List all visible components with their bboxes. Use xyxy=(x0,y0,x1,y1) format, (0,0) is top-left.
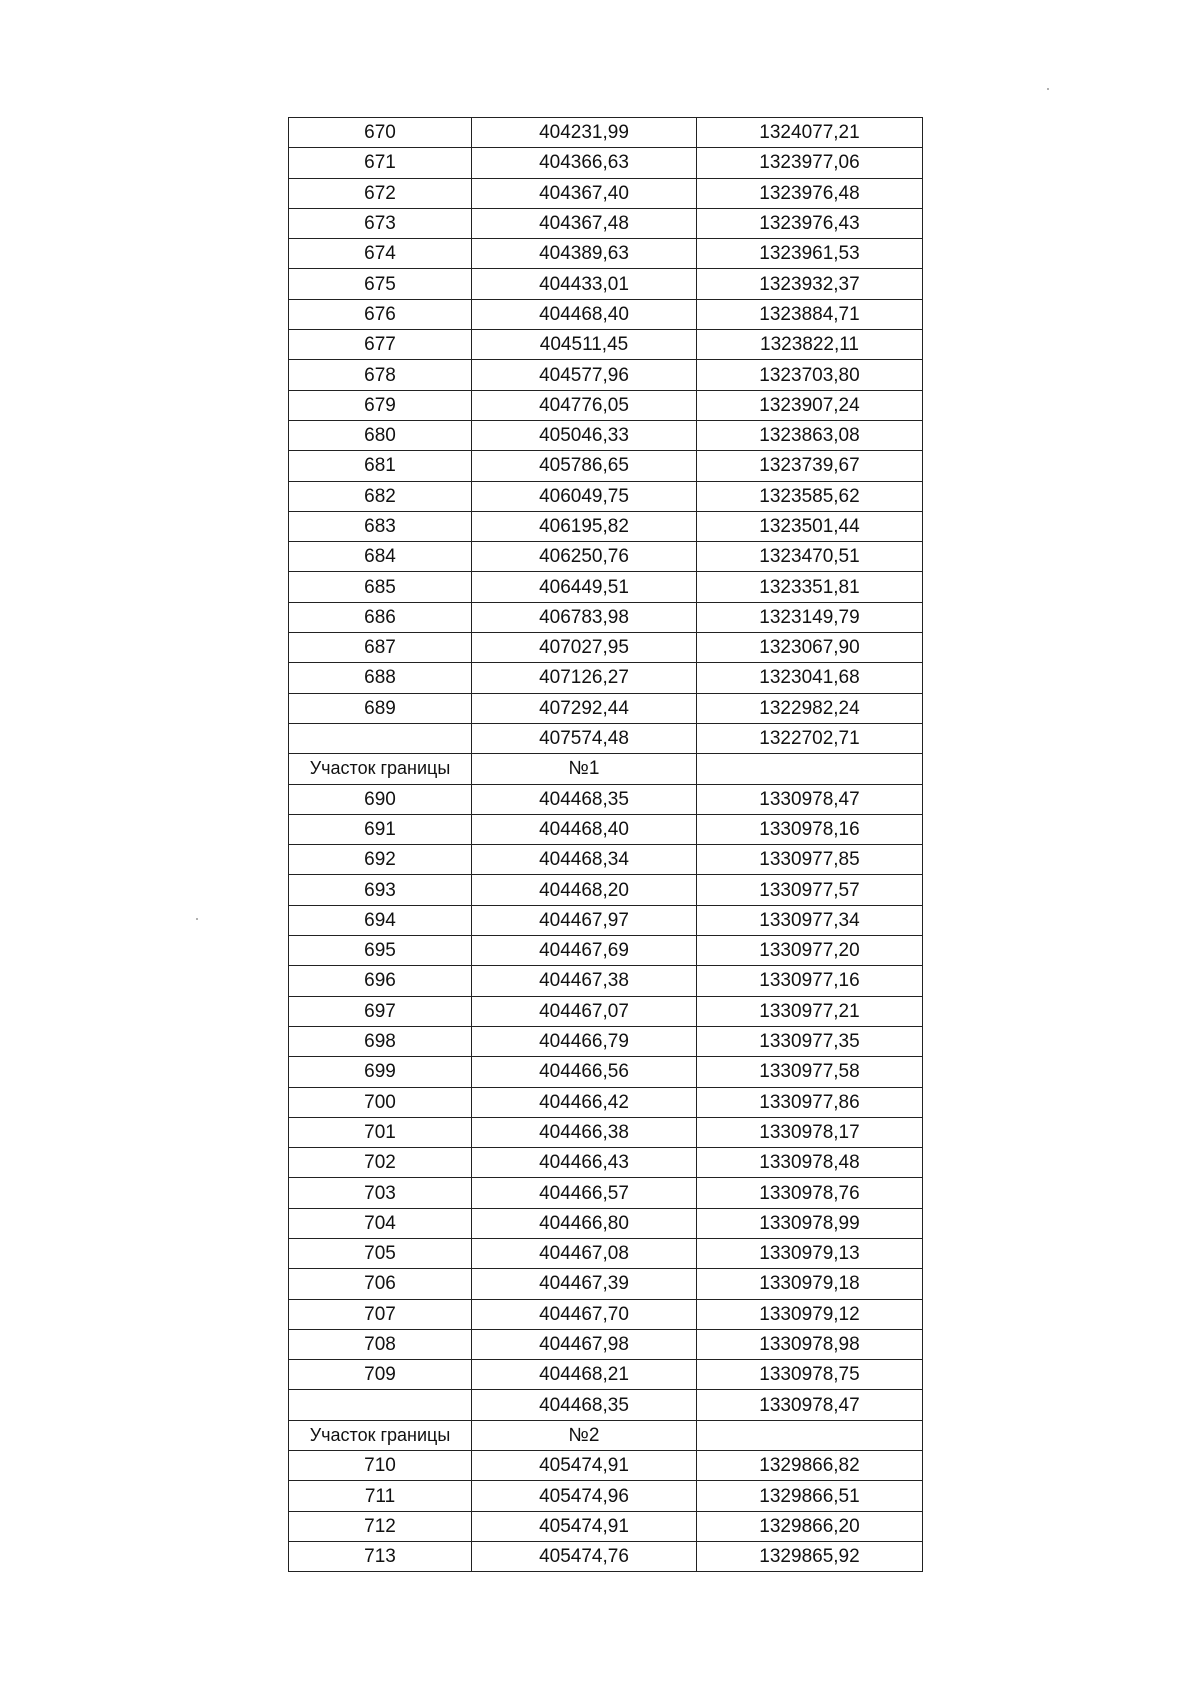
x-coordinate-cell: 404467,69 xyxy=(472,936,697,966)
point-number-cell: 673 xyxy=(289,208,472,238)
table-row xyxy=(289,1238,923,1268)
point-number-cell: 704 xyxy=(289,1208,472,1238)
point-number-cell: 692 xyxy=(289,845,472,875)
point-number-cell: 694 xyxy=(289,905,472,935)
table-row xyxy=(289,1026,923,1056)
table-row xyxy=(289,966,923,996)
table-row xyxy=(289,1117,923,1147)
y-coordinate-cell xyxy=(697,1420,923,1450)
point-number-cell: 705 xyxy=(289,1238,472,1268)
y-coordinate-cell: 1330977,58 xyxy=(697,1057,923,1087)
y-coordinate-cell: 1323863,08 xyxy=(697,420,923,450)
x-coordinate-cell: 405474,91 xyxy=(472,1511,697,1541)
point-number-cell xyxy=(289,1390,472,1420)
table-row xyxy=(289,693,923,723)
table-row xyxy=(289,1511,923,1541)
table-row xyxy=(289,1451,923,1481)
x-coordinate-cell: 404467,70 xyxy=(472,1299,697,1329)
point-number-cell: 684 xyxy=(289,542,472,572)
point-number-cell: 686 xyxy=(289,602,472,632)
point-number-cell xyxy=(289,723,472,753)
table-row xyxy=(289,602,923,632)
y-coordinate-cell: 1330978,17 xyxy=(697,1117,923,1147)
table-row xyxy=(289,451,923,481)
scan-speck xyxy=(1047,88,1049,90)
x-coordinate-cell: 407126,27 xyxy=(472,663,697,693)
x-coordinate-cell: 404389,63 xyxy=(472,239,697,269)
coordinates-table-body xyxy=(289,118,923,1572)
point-number-cell: 703 xyxy=(289,1178,472,1208)
point-number-cell: 685 xyxy=(289,572,472,602)
point-number-cell: 712 xyxy=(289,1511,472,1541)
y-coordinate-cell: 1330977,57 xyxy=(697,875,923,905)
point-number-cell: 680 xyxy=(289,420,472,450)
point-number-cell: 700 xyxy=(289,1087,472,1117)
point-number-cell: 707 xyxy=(289,1299,472,1329)
x-coordinate-cell: 404466,56 xyxy=(472,1057,697,1087)
point-number-cell: 693 xyxy=(289,875,472,905)
x-coordinate-cell: 404367,40 xyxy=(472,178,697,208)
point-number-cell: 677 xyxy=(289,330,472,360)
section-header-row xyxy=(289,1420,923,1450)
point-number-cell: 697 xyxy=(289,996,472,1026)
y-coordinate-cell: 1323501,44 xyxy=(697,511,923,541)
point-number-cell: Участок границы xyxy=(289,1420,472,1450)
y-coordinate-cell: 1330978,16 xyxy=(697,814,923,844)
x-coordinate-cell: 404466,79 xyxy=(472,1026,697,1056)
point-number-cell: 713 xyxy=(289,1541,472,1571)
y-coordinate-cell: 1330977,16 xyxy=(697,966,923,996)
table-row xyxy=(289,269,923,299)
y-coordinate-cell: 1330978,75 xyxy=(697,1360,923,1390)
y-coordinate-cell: 1323976,48 xyxy=(697,178,923,208)
y-coordinate-cell: 1330978,98 xyxy=(697,1329,923,1359)
table-row xyxy=(289,542,923,572)
x-coordinate-cell: 404467,39 xyxy=(472,1269,697,1299)
table-row xyxy=(289,723,923,753)
point-number-cell: 698 xyxy=(289,1026,472,1056)
table-row xyxy=(289,330,923,360)
point-number-cell: 688 xyxy=(289,663,472,693)
x-coordinate-cell: 404468,34 xyxy=(472,845,697,875)
y-coordinate-cell: 1323067,90 xyxy=(697,633,923,663)
table-row xyxy=(289,148,923,178)
table-row xyxy=(289,936,923,966)
point-number-cell: 702 xyxy=(289,1148,472,1178)
point-number-cell: 689 xyxy=(289,693,472,723)
point-number-cell: 701 xyxy=(289,1117,472,1147)
y-coordinate-cell: 1330978,99 xyxy=(697,1208,923,1238)
table-row xyxy=(289,784,923,814)
x-coordinate-cell: 406195,82 xyxy=(472,511,697,541)
point-number-cell: 691 xyxy=(289,814,472,844)
x-coordinate-cell: 404468,20 xyxy=(472,875,697,905)
y-coordinate-cell: 1323932,37 xyxy=(697,269,923,299)
point-number-cell: 687 xyxy=(289,633,472,663)
table-row xyxy=(289,1057,923,1087)
y-coordinate-cell: 1329865,92 xyxy=(697,1541,923,1571)
y-coordinate-cell: 1323822,11 xyxy=(697,330,923,360)
y-coordinate-cell: 1323907,24 xyxy=(697,390,923,420)
point-number-cell: Участок границы xyxy=(289,754,472,784)
table-row xyxy=(289,390,923,420)
table-row xyxy=(289,1148,923,1178)
x-coordinate-cell: №1 xyxy=(472,754,697,784)
x-coordinate-cell: 404467,97 xyxy=(472,905,697,935)
x-coordinate-cell: 404468,40 xyxy=(472,299,697,329)
y-coordinate-cell: 1323703,80 xyxy=(697,360,923,390)
y-coordinate-cell: 1324077,21 xyxy=(697,118,923,148)
x-coordinate-cell: 406783,98 xyxy=(472,602,697,632)
point-number-cell: 708 xyxy=(289,1329,472,1359)
scan-speck xyxy=(196,918,198,920)
x-coordinate-cell: 404468,35 xyxy=(472,784,697,814)
y-coordinate-cell: 1330978,76 xyxy=(697,1178,923,1208)
y-coordinate-cell: 1323961,53 xyxy=(697,239,923,269)
point-number-cell: 678 xyxy=(289,360,472,390)
x-coordinate-cell: 404466,80 xyxy=(472,1208,697,1238)
point-number-cell: 682 xyxy=(289,481,472,511)
x-coordinate-cell: 404366,63 xyxy=(472,148,697,178)
table-row xyxy=(289,481,923,511)
table-row xyxy=(289,905,923,935)
table-row xyxy=(289,996,923,1026)
x-coordinate-cell: 406250,76 xyxy=(472,542,697,572)
x-coordinate-cell: 407574,48 xyxy=(472,723,697,753)
point-number-cell: 711 xyxy=(289,1481,472,1511)
y-coordinate-cell: 1330977,86 xyxy=(697,1087,923,1117)
table-row xyxy=(289,1541,923,1571)
point-number-cell: 672 xyxy=(289,178,472,208)
table-row xyxy=(289,1269,923,1299)
y-coordinate-cell: 1323884,71 xyxy=(697,299,923,329)
point-number-cell: 679 xyxy=(289,390,472,420)
table-row xyxy=(289,1360,923,1390)
point-number-cell: 681 xyxy=(289,451,472,481)
y-coordinate-cell: 1330977,34 xyxy=(697,905,923,935)
table-row xyxy=(289,420,923,450)
y-coordinate-cell: 1330977,21 xyxy=(697,996,923,1026)
x-coordinate-cell: 407027,95 xyxy=(472,633,697,663)
y-coordinate-cell: 1330977,35 xyxy=(697,1026,923,1056)
x-coordinate-cell: 404466,38 xyxy=(472,1117,697,1147)
y-coordinate-cell: 1323585,62 xyxy=(697,481,923,511)
y-coordinate-cell: 1329866,51 xyxy=(697,1481,923,1511)
y-coordinate-cell: 1329866,82 xyxy=(697,1451,923,1481)
x-coordinate-cell: 404468,35 xyxy=(472,1390,697,1420)
y-coordinate-cell: 1330978,47 xyxy=(697,784,923,814)
y-coordinate-cell: 1323351,81 xyxy=(697,572,923,602)
y-coordinate-cell: 1330977,20 xyxy=(697,936,923,966)
x-coordinate-cell: 404511,45 xyxy=(472,330,697,360)
table-row xyxy=(289,572,923,602)
y-coordinate-cell: 1323149,79 xyxy=(697,602,923,632)
point-number-cell: 696 xyxy=(289,966,472,996)
x-coordinate-cell: 404466,57 xyxy=(472,1178,697,1208)
table-row xyxy=(289,178,923,208)
x-coordinate-cell: 405786,65 xyxy=(472,451,697,481)
x-coordinate-cell: 404467,07 xyxy=(472,996,697,1026)
x-coordinate-cell: 406049,75 xyxy=(472,481,697,511)
point-number-cell: 710 xyxy=(289,1451,472,1481)
table-row xyxy=(289,1178,923,1208)
point-number-cell: 695 xyxy=(289,936,472,966)
table-row xyxy=(289,633,923,663)
table-row xyxy=(289,845,923,875)
table-row xyxy=(289,511,923,541)
x-coordinate-cell: 404467,98 xyxy=(472,1329,697,1359)
table-row xyxy=(289,299,923,329)
x-coordinate-cell: 404467,38 xyxy=(472,966,697,996)
table-row xyxy=(289,239,923,269)
point-number-cell: 676 xyxy=(289,299,472,329)
section-header-row xyxy=(289,754,923,784)
y-coordinate-cell: 1323977,06 xyxy=(697,148,923,178)
table-row xyxy=(289,360,923,390)
x-coordinate-cell: 404466,42 xyxy=(472,1087,697,1117)
y-coordinate-cell: 1329866,20 xyxy=(697,1511,923,1541)
x-coordinate-cell: 406449,51 xyxy=(472,572,697,602)
table-row xyxy=(289,1481,923,1511)
x-coordinate-cell: №2 xyxy=(472,1420,697,1450)
y-coordinate-cell: 1330978,47 xyxy=(697,1390,923,1420)
y-coordinate-cell xyxy=(697,754,923,784)
x-coordinate-cell: 404776,05 xyxy=(472,390,697,420)
x-coordinate-cell: 404577,96 xyxy=(472,360,697,390)
table-row xyxy=(289,118,923,148)
point-number-cell: 699 xyxy=(289,1057,472,1087)
y-coordinate-cell: 1322702,71 xyxy=(697,723,923,753)
x-coordinate-cell: 407292,44 xyxy=(472,693,697,723)
x-coordinate-cell: 404468,40 xyxy=(472,814,697,844)
coordinates-table xyxy=(288,117,923,1572)
x-coordinate-cell: 405474,96 xyxy=(472,1481,697,1511)
y-coordinate-cell: 1330979,18 xyxy=(697,1269,923,1299)
x-coordinate-cell: 404367,48 xyxy=(472,208,697,238)
y-coordinate-cell: 1323470,51 xyxy=(697,542,923,572)
table-row xyxy=(289,1329,923,1359)
table-row xyxy=(289,814,923,844)
y-coordinate-cell: 1330977,85 xyxy=(697,845,923,875)
x-coordinate-cell: 405046,33 xyxy=(472,420,697,450)
table-row xyxy=(289,1208,923,1238)
point-number-cell: 709 xyxy=(289,1360,472,1390)
y-coordinate-cell: 1323041,68 xyxy=(697,663,923,693)
y-coordinate-cell: 1330979,12 xyxy=(697,1299,923,1329)
table-row xyxy=(289,208,923,238)
y-coordinate-cell: 1322982,24 xyxy=(697,693,923,723)
point-number-cell: 690 xyxy=(289,784,472,814)
x-coordinate-cell: 404467,08 xyxy=(472,1238,697,1268)
point-number-cell: 674 xyxy=(289,239,472,269)
point-number-cell: 683 xyxy=(289,511,472,541)
x-coordinate-cell: 404231,99 xyxy=(472,118,697,148)
table-row xyxy=(289,1390,923,1420)
x-coordinate-cell: 404466,43 xyxy=(472,1148,697,1178)
y-coordinate-cell: 1330979,13 xyxy=(697,1238,923,1268)
y-coordinate-cell: 1330978,48 xyxy=(697,1148,923,1178)
table-row xyxy=(289,1299,923,1329)
x-coordinate-cell: 404468,21 xyxy=(472,1360,697,1390)
x-coordinate-cell: 404433,01 xyxy=(472,269,697,299)
table-row xyxy=(289,875,923,905)
point-number-cell: 670 xyxy=(289,118,472,148)
table-row xyxy=(289,1087,923,1117)
y-coordinate-cell: 1323976,43 xyxy=(697,208,923,238)
point-number-cell: 675 xyxy=(289,269,472,299)
point-number-cell: 671 xyxy=(289,148,472,178)
x-coordinate-cell: 405474,76 xyxy=(472,1541,697,1571)
table-row xyxy=(289,663,923,693)
y-coordinate-cell: 1323739,67 xyxy=(697,451,923,481)
point-number-cell: 706 xyxy=(289,1269,472,1299)
x-coordinate-cell: 405474,91 xyxy=(472,1451,697,1481)
